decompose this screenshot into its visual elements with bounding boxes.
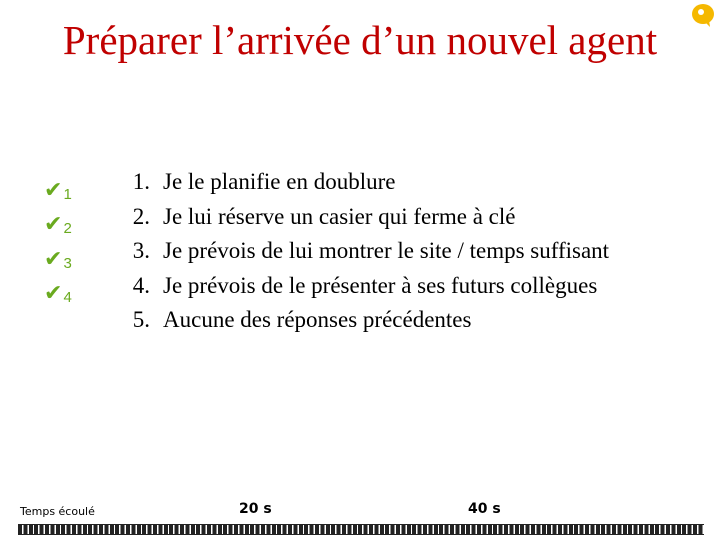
- check-list: [44, 170, 104, 308]
- checkmark-icon: ✔: [44, 281, 63, 306]
- elapsed-time-label: Temps écoulé: [20, 505, 95, 518]
- checkmark-icon: ✔: [44, 177, 63, 203]
- answer-text: Je prévois de le présenter à ses futurs collègues: [163, 272, 598, 298]
- answer-number: 5.: [132, 307, 150, 333]
- speech-bubble-icon: [690, 2, 716, 28]
- check-label: 2: [63, 220, 72, 237]
- answer-number: 4.: [132, 272, 150, 298]
- check-label: 3: [63, 254, 72, 272]
- answer-text: Je le planifie en doublure: [163, 169, 396, 195]
- timer-mark-40s: 40 s: [468, 501, 501, 517]
- answer-text: Je lui réserve un casier qui ferme à clé: [163, 203, 516, 229]
- answer-option-5[interactable]: [110, 303, 710, 338]
- answer-list: [110, 165, 710, 338]
- answer-text: Je prévois de lui montrer le site / temps suffisant: [163, 238, 610, 264]
- answer-option-4[interactable]: [110, 269, 710, 304]
- checkmark-icon: ✔: [44, 246, 63, 272]
- elapsed-time-bar: [18, 524, 704, 535]
- timer-mark-20s: 20 s: [239, 501, 272, 517]
- check-item-2[interactable]: [44, 205, 104, 240]
- check-label: 4: [63, 289, 72, 306]
- check-item-4[interactable]: [44, 274, 104, 309]
- answer-text: Aucune des réponses précédentes: [163, 307, 472, 333]
- checkmark-icon: ✔: [44, 212, 63, 237]
- check-item-1[interactable]: [44, 170, 104, 205]
- answer-option-1[interactable]: [110, 165, 710, 200]
- answer-number: 2.: [132, 203, 150, 229]
- slide-title: Préparer l’arrivée d’un nouvel agent: [62, 17, 658, 63]
- answer-option-3[interactable]: [110, 234, 710, 269]
- answer-number: 3.: [132, 238, 150, 264]
- answer-option-2[interactable]: [110, 200, 710, 235]
- answer-number: 1.: [132, 169, 150, 195]
- check-item-3[interactable]: [44, 239, 104, 274]
- check-label: 1: [63, 185, 72, 203]
